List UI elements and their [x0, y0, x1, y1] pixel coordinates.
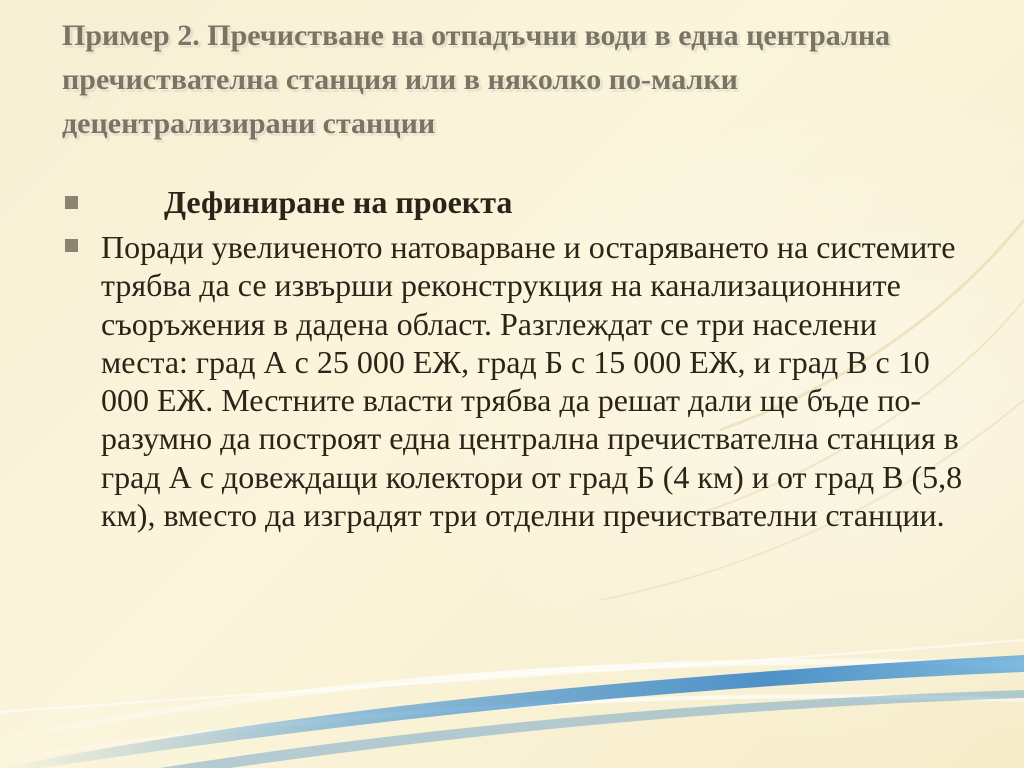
bullet-list [60, 178, 970, 534]
square-bullet-icon [65, 196, 78, 209]
bullet-item-description [60, 228, 970, 534]
slide-title: Пример 2. Пречистване на отпадъчни води в една централна пречиствателна станция или в няколко по-малки децентрализирани станции [62, 19, 891, 140]
bullet-item-project-definition [60, 178, 970, 226]
bullet-text: Поради увеличеното натоварване и остаряването на системите трябва да се извърши реконструкция на канализационните съоръжения в дадена област. Разглеждат се три населени места: град А с 25 000 ЕЖ, град Б с 15 000 ЕЖ, и град В с 10 000 ЕЖ. Местните власти трябва да решат дали ще бъде по-разумно да построят една централна пречиствателна станция в град А с довеждащи колектори от град Б (4 км) и от град В (5,8 км), вместо да изградят три отделни пречиствателни станции. [101, 229, 963, 534]
bullet-text: Дефиниране на проекта [164, 184, 513, 220]
square-bullet-icon [65, 239, 78, 252]
